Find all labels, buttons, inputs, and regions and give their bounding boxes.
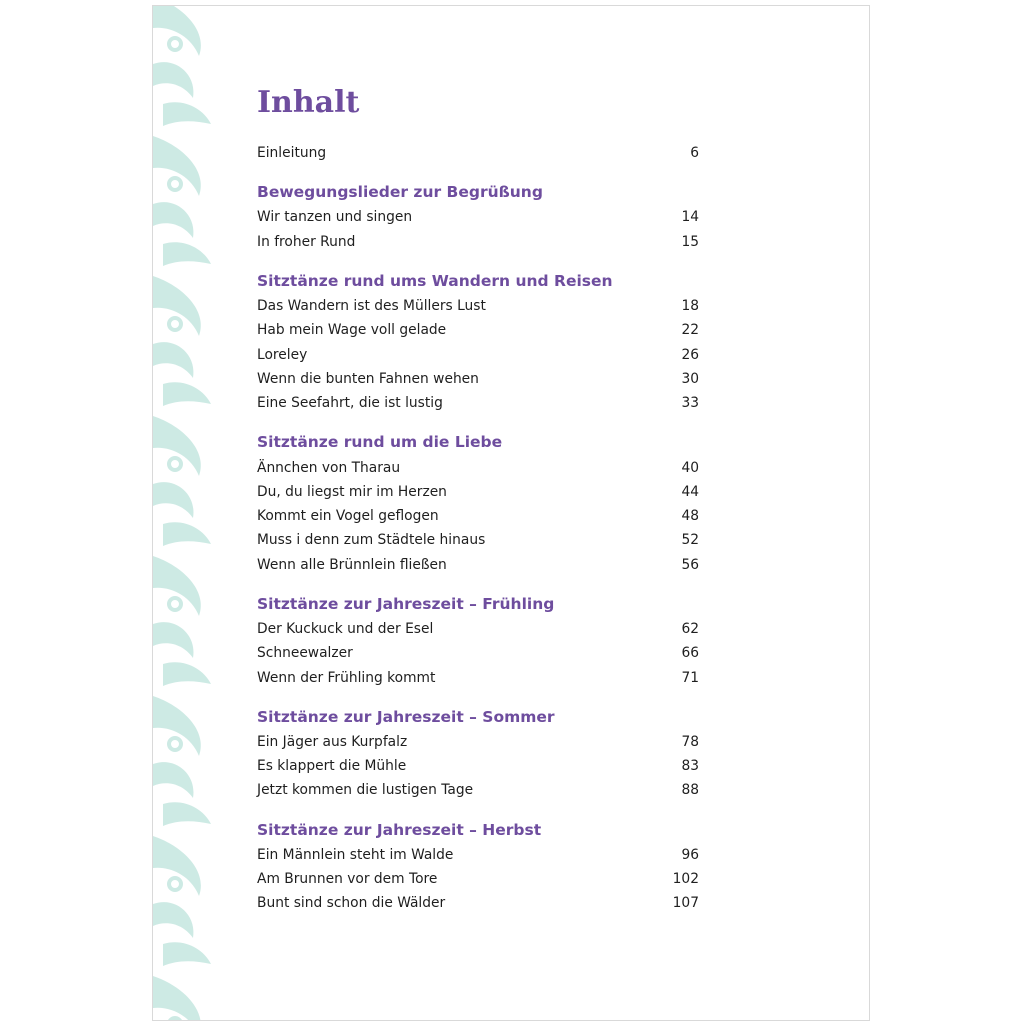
- toc-entry-page: 6: [690, 145, 699, 162]
- toc-entry: [257, 391, 699, 415]
- toc-section: [257, 430, 699, 576]
- toc-entry-page: 22: [681, 322, 699, 339]
- toc-entry-label: Einleitung: [257, 145, 327, 162]
- toc-entry-label: Wenn die bunten Fahnen wehen: [257, 370, 479, 387]
- toc-entry: [257, 455, 699, 479]
- toc-entry-label: Wenn der Frühling kommt: [257, 669, 436, 686]
- page-title: Inhalt: [257, 85, 360, 120]
- toc-entry: [257, 230, 699, 254]
- toc-entry-label: Kommt ein Vogel geflogen: [257, 508, 439, 525]
- toc-section: [257, 818, 699, 916]
- toc-entry-page: 40: [681, 459, 699, 476]
- toc-entry-page: 102: [672, 871, 699, 888]
- toc-entry: [257, 480, 699, 504]
- toc-section: [257, 269, 699, 415]
- toc-entry-label: Eine Seefahrt, die ist lustig: [257, 395, 443, 412]
- toc-entry: [257, 318, 699, 342]
- toc-entry-label: In froher Rund: [257, 233, 356, 250]
- toc-entry-page: 78: [681, 733, 699, 750]
- toc-entry-label: Du, du liegst mir im Herzen: [257, 483, 447, 500]
- toc-entry-label: Bunt sind schon die Wälder: [257, 895, 446, 912]
- toc-entry-intro: [257, 141, 699, 165]
- toc-section: [257, 180, 699, 254]
- floral-swirl-icon: [153, 6, 215, 1020]
- toc-entry-label: Wir tanzen und singen: [257, 209, 413, 226]
- table-of-contents: [257, 81, 699, 916]
- toc-entry-page: 33: [681, 395, 699, 412]
- toc-entry: [257, 617, 699, 641]
- toc-section: [257, 592, 699, 690]
- section-heading: Sitztänze rund um die Liebe: [257, 433, 503, 452]
- toc-entry-page: 44: [681, 483, 699, 500]
- toc-entry-page: 71: [681, 669, 699, 686]
- toc-entry-label: Ein Männlein steht im Walde: [257, 846, 454, 863]
- toc-entry: [257, 528, 699, 552]
- toc-entry: [257, 553, 699, 577]
- toc-entry: [257, 342, 699, 366]
- toc-entry-page: 14: [681, 209, 699, 226]
- toc-entry: [257, 294, 699, 318]
- toc-entry: [257, 367, 699, 391]
- toc-section: [257, 705, 699, 803]
- toc-entry-label: Jetzt kommen die lustigen Tage: [257, 782, 474, 799]
- toc-entry-page: 26: [681, 346, 699, 363]
- toc-entry-label: Das Wandern ist des Müllers Lust: [257, 298, 486, 315]
- toc-entry: [257, 665, 699, 689]
- toc-entry: [257, 867, 699, 891]
- section-heading: Sitztänze zur Jahreszeit – Herbst: [257, 820, 542, 839]
- section-heading: Sitztänze rund ums Wandern und Reisen: [257, 271, 613, 290]
- toc-entry-page: 30: [681, 370, 699, 387]
- toc-entry-label: Loreley: [257, 346, 308, 363]
- toc-entry-page: 52: [681, 532, 699, 549]
- toc-entry: [257, 891, 699, 915]
- toc-entry-label: Der Kuckuck und der Esel: [257, 621, 434, 637]
- section-heading: Sitztänze zur Jahreszeit – Sommer: [257, 707, 555, 726]
- toc-entry-label: Ein Jäger aus Kurpfalz: [257, 733, 408, 750]
- toc-entry-label: Ännchen von Tharau: [257, 459, 401, 476]
- toc-entry-label: Hab mein Wage voll gelade: [257, 322, 447, 339]
- toc-entry: [257, 778, 699, 802]
- document-page: [152, 5, 870, 1021]
- toc-entry-page: 56: [681, 556, 699, 573]
- toc-entry-label: Wenn alle Brünnlein fließen: [257, 556, 447, 573]
- section-heading: Bewegungslieder zur Begrüßung: [257, 183, 543, 202]
- toc-entry-label: Muss i denn zum Städtele hinaus: [257, 532, 486, 549]
- toc-entry-label: Schneewalzer: [257, 645, 353, 662]
- toc-entry: [257, 641, 699, 665]
- toc-entry-page: 15: [681, 233, 699, 250]
- toc-entry-page: 48: [681, 508, 699, 525]
- toc-entry-label: Am Brunnen vor dem Tore: [257, 871, 438, 888]
- toc-entry-page: 96: [681, 846, 699, 863]
- toc-entry-page: 107: [672, 895, 699, 912]
- toc-entry-page: 66: [681, 645, 699, 662]
- toc-entry-page: 83: [681, 758, 699, 775]
- toc-entry: [257, 843, 699, 867]
- toc-entry: [257, 754, 699, 778]
- toc-entry: [257, 205, 699, 229]
- toc-entry-page: 88: [681, 782, 699, 799]
- toc-entry: [257, 730, 699, 754]
- toc-entry: [257, 504, 699, 528]
- toc-entry-page: 62: [681, 621, 699, 637]
- toc-entry-label: Es klappert die Mühle: [257, 758, 407, 775]
- toc-entry-page: 18: [681, 298, 699, 315]
- section-heading: Sitztänze zur Jahreszeit – Frühling: [257, 594, 555, 613]
